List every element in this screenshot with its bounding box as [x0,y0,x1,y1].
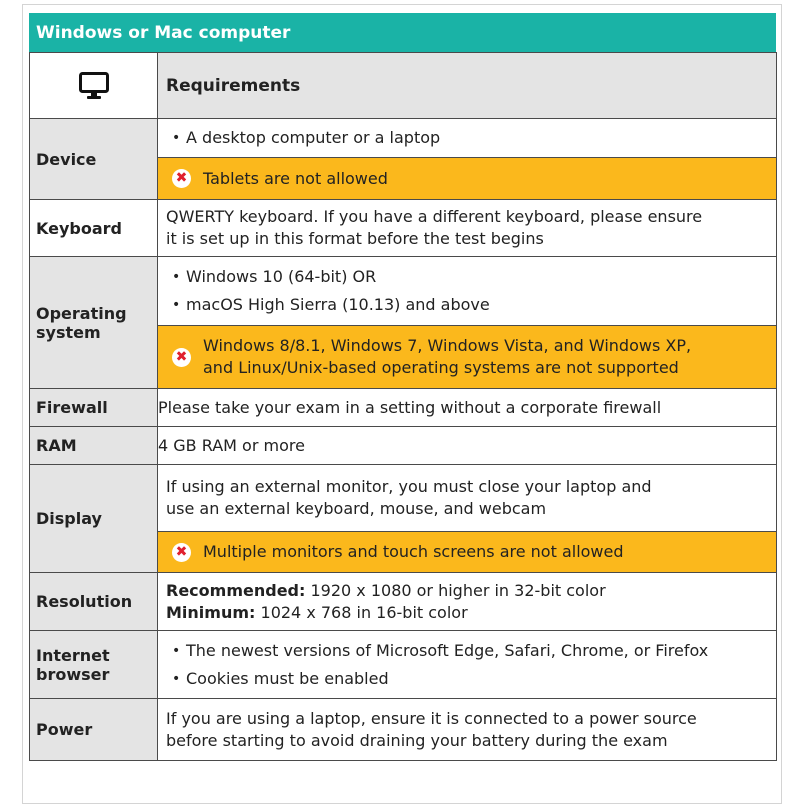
row-operating-system [30,257,777,389]
power-content: If you are using a laptop, ensure it is connected to a power source before starting to avoid draining your battery during the exam [158,699,777,761]
row-power [30,699,777,761]
row-resolution [30,573,777,631]
warning-banner: ✖ Multiple monitors and touch screens are not allowed [158,531,776,572]
row-display [30,465,777,573]
row-keyboard [30,200,777,257]
list-item: • The newest versions of Microsoft Edge, Safari, Chrome, or Firefox [172,640,709,660]
card-title: Windows or Mac computer [29,13,776,52]
monitor-icon [79,72,109,100]
warning-banner: ✖ Windows 8/8.1, Windows 7, Windows Vista, and Windows XP, and Linux/Unix-based operating systems are not supported [158,325,776,388]
keyboard-content: QWERTY keyboard. If you have a different keyboard, please ensure it is set up in this format before the test begins [158,200,777,257]
list-item: • macOS High Sierra (10.13) and above [172,295,490,314]
row-ram [30,427,777,465]
firewall-content: Please take your exam in a setting without a corporate firewall [158,389,777,427]
table-header-row [30,53,777,119]
row-firewall [30,389,777,427]
requirements-table [29,52,777,761]
x-icon: ✖ [172,348,191,367]
list-item: • Windows 10 (64-bit) OR [172,267,377,286]
browser-content [158,631,777,699]
display-content: If using an external monitor, you must close your laptop and use an external keyboard, mouse, and webcam ✖ Multiple monitors and touch screens are not allowed [158,465,777,573]
label-operating-system: Operating system [30,257,158,389]
label-resolution: Resolution [30,573,158,631]
label-keyboard: Keyboard [30,200,158,257]
device-content [158,119,777,200]
warning-banner: ✖ Tablets are not allowed [158,157,776,199]
label-ram: RAM [30,427,158,465]
row-internet-browser [30,631,777,699]
list-item: • A desktop computer or a laptop [172,128,441,147]
x-icon: ✖ [172,169,191,188]
ram-content: 4 GB RAM or more [158,427,777,465]
os-content [158,257,777,389]
requirements-heading: Requirements [158,53,777,119]
label-power: Power [30,699,158,761]
row-device [30,119,777,200]
x-icon: ✖ [172,543,191,562]
monitor-icon-cell [30,53,158,119]
resolution-content: Recommended: 1920 x 1080 or higher in 32-bit color Minimum: 1024 x 768 in 16-bit color [158,573,777,631]
requirements-card [22,4,782,804]
label-firewall: Firewall [30,389,158,427]
label-display: Display [30,465,158,573]
label-internet-browser: Internet browser [30,631,158,699]
list-item: • Cookies must be enabled [172,668,389,688]
label-device: Device [30,119,158,200]
